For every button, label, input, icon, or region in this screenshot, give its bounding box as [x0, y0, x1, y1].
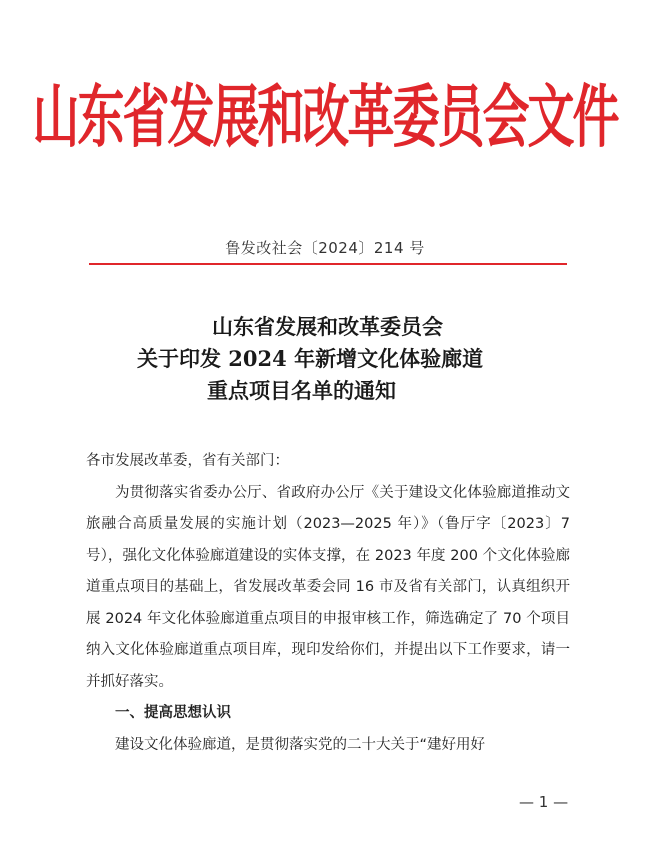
- title-line-3: 重点项目名单的通知: [207, 378, 396, 403]
- body-paragraph-2: 建设文化体验廊道，是贯彻落实党的二十大关于“建好用好: [115, 736, 486, 753]
- document-body: [86, 446, 570, 761]
- document-number: 鲁发改社会〔2024〕214 号: [225, 239, 425, 257]
- title-line-1: 山东省发展和改革委员会: [212, 314, 443, 339]
- body-paragraph-1: 为贯彻落实省委办公厅、省政府办公厅《关于建设文化体验廊道推动文旅融合高质量发展的实施计划（2023—2025 年）》（鲁厅字〔2023〕7 号），强化文化体验廊道建设的实体支撑，在 2023 年度 200 个文化体验廊道重点项目的基础上，省发展改革委会同 16 市及省有关部门，认真组织开展 2024 年文化体验廊道重点项目的申报审核工作，筛选确定了 70 个项目纳入文化体验廊道重点项目库，现印发给你们，并提出以下工作要求，请一并抓好落实。: [86, 484, 570, 690]
- notice-title: [0, 311, 650, 407]
- red-divider-line: [89, 263, 567, 265]
- salutation: 各市发展改革委，省有关部门：: [86, 453, 289, 469]
- page-number: — 1 —: [519, 793, 569, 811]
- section-heading-1: 一、提高思想认识: [115, 705, 231, 721]
- title-line-2: 关于印发 2024 年新增文化体验廊道: [137, 346, 484, 371]
- masthead-title: 山东省发展和改革委员会文件: [32, 78, 618, 158]
